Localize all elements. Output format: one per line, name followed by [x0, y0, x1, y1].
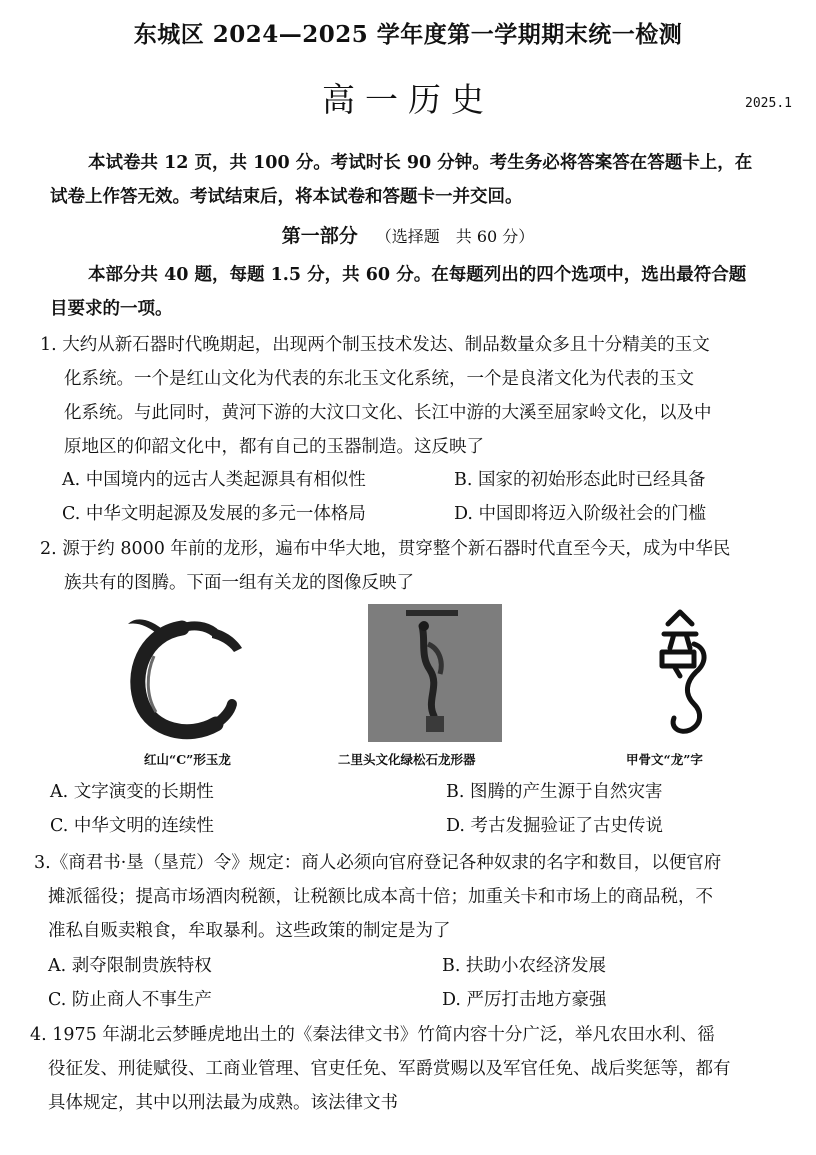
question-1-option-c[interactable]: C. 中华文明起源及发展的多元一体格局	[62, 504, 366, 524]
question-3-option-a[interactable]: A. 剥夺限制贵族特权	[48, 956, 212, 976]
question-1-option-a[interactable]: A. 中国境内的远古人类起源具有相似性	[62, 470, 366, 490]
c-jade-dragon-figure	[120, 604, 260, 744]
part-description-line-1: 本部分共 40 题，每题 1.5 分，共 60 分。在每题列出的四个选项中，选出最符合题	[88, 265, 747, 285]
question-2-line: 族共有的图腾。下面一组有关龙的图像反映了	[64, 573, 414, 593]
question-3-line: 摊派徭役；提高市场酒肉税额，让税额比成本高十倍；加重关卡和市场上的商品税，不	[48, 887, 713, 907]
question-2-option-c[interactable]: C. 中华文明的连续性	[50, 816, 214, 836]
part-heading	[0, 221, 816, 248]
question-1-option-b[interactable]: B. 国家的初始形态此时已经具备	[454, 470, 706, 490]
figure-caption-2: 二里头文化绿松石龙形器	[338, 752, 476, 767]
question-4-line: 4. 1975 年湖北云梦睡虎地出土的《秦法律文书》竹简内容十分广泛，举凡农田水利、徭	[30, 1025, 715, 1045]
question-1-option-d[interactable]: D. 中国即将迈入阶级社会的门槛	[454, 504, 707, 524]
question-2-option-a[interactable]: A. 文字演变的长期性	[50, 782, 214, 802]
turquoise-dragon-photo	[368, 604, 502, 742]
part-subtitle: （选择题 共 60 分）	[375, 227, 535, 246]
question-3-line: 准私自贩卖粮食，牟取暴利。这些政策的制定是为了	[48, 921, 451, 941]
question-1-line: 1. 大约从新石器时代晚期起，出现两个制玉技术发达、制品数量众多且十分精美的玉文	[40, 335, 710, 355]
question-1-line: 化系统。与此同时，黄河下游的大汶口文化、长江中游的大溪至屈家岭文化，以及中	[64, 403, 712, 423]
exam-title: 东城区 2024—2025 学年度第一学期期末统一检测	[133, 21, 683, 48]
oracle-bone-dragon-glyph	[640, 604, 730, 744]
part-title: 第一部分	[281, 225, 358, 247]
instructions-line-2: 试卷上作答无效。考试结束后，将本试卷和答题卡一并交回。	[50, 187, 523, 207]
question-2-option-b[interactable]: B. 图腾的产生源于自然灾害	[446, 782, 663, 802]
question-4-line: 役征发、刑徒赋役、工商业管理、官吏任免、军爵赏赐以及军官任免、战后奖惩等，都有	[48, 1059, 731, 1079]
question-3-line: 3.《商君书·垦（垦荒）令》规定：商人必须向官府登记各种奴隶的名字和数目，以便官府	[34, 853, 722, 873]
subject-title: 高一历史	[322, 80, 494, 119]
question-3-option-c[interactable]: C. 防止商人不事生产	[48, 990, 212, 1010]
instructions-line-1: 本试卷共 12 页，共 100 分。考试时长 90 分钟。考生务必将答案答在答题卡上，在	[88, 153, 753, 173]
question-1-line: 化系统。一个是红山文化为代表的东北玉文化系统，一个是良渚文化为代表的玉文	[64, 369, 694, 389]
exam-date: 2025.1	[745, 96, 792, 111]
part-description-line-2: 目要求的一项。	[50, 299, 173, 319]
question-4-line: 具体规定，其中以刑法最为成熟。该法律文书	[48, 1093, 398, 1113]
figure-caption-3: 甲骨文“龙”字	[626, 752, 703, 767]
question-2-line: 2. 源于约 8000 年前的龙形，遍布中华大地，贯穿整个新石器时代直至今天，成为中华民	[40, 539, 731, 559]
question-3-option-b[interactable]: B. 扶助小农经济发展	[442, 956, 606, 976]
question-2-option-d[interactable]: D. 考古发掘验证了古史传说	[446, 816, 664, 836]
figure-caption-1: 红山“C”形玉龙	[144, 752, 231, 767]
question-3-option-d[interactable]: D. 严厉打击地方豪强	[442, 990, 607, 1010]
question-1-line: 原地区的仰韶文化中，都有自己的玉器制造。这反映了	[64, 437, 484, 457]
